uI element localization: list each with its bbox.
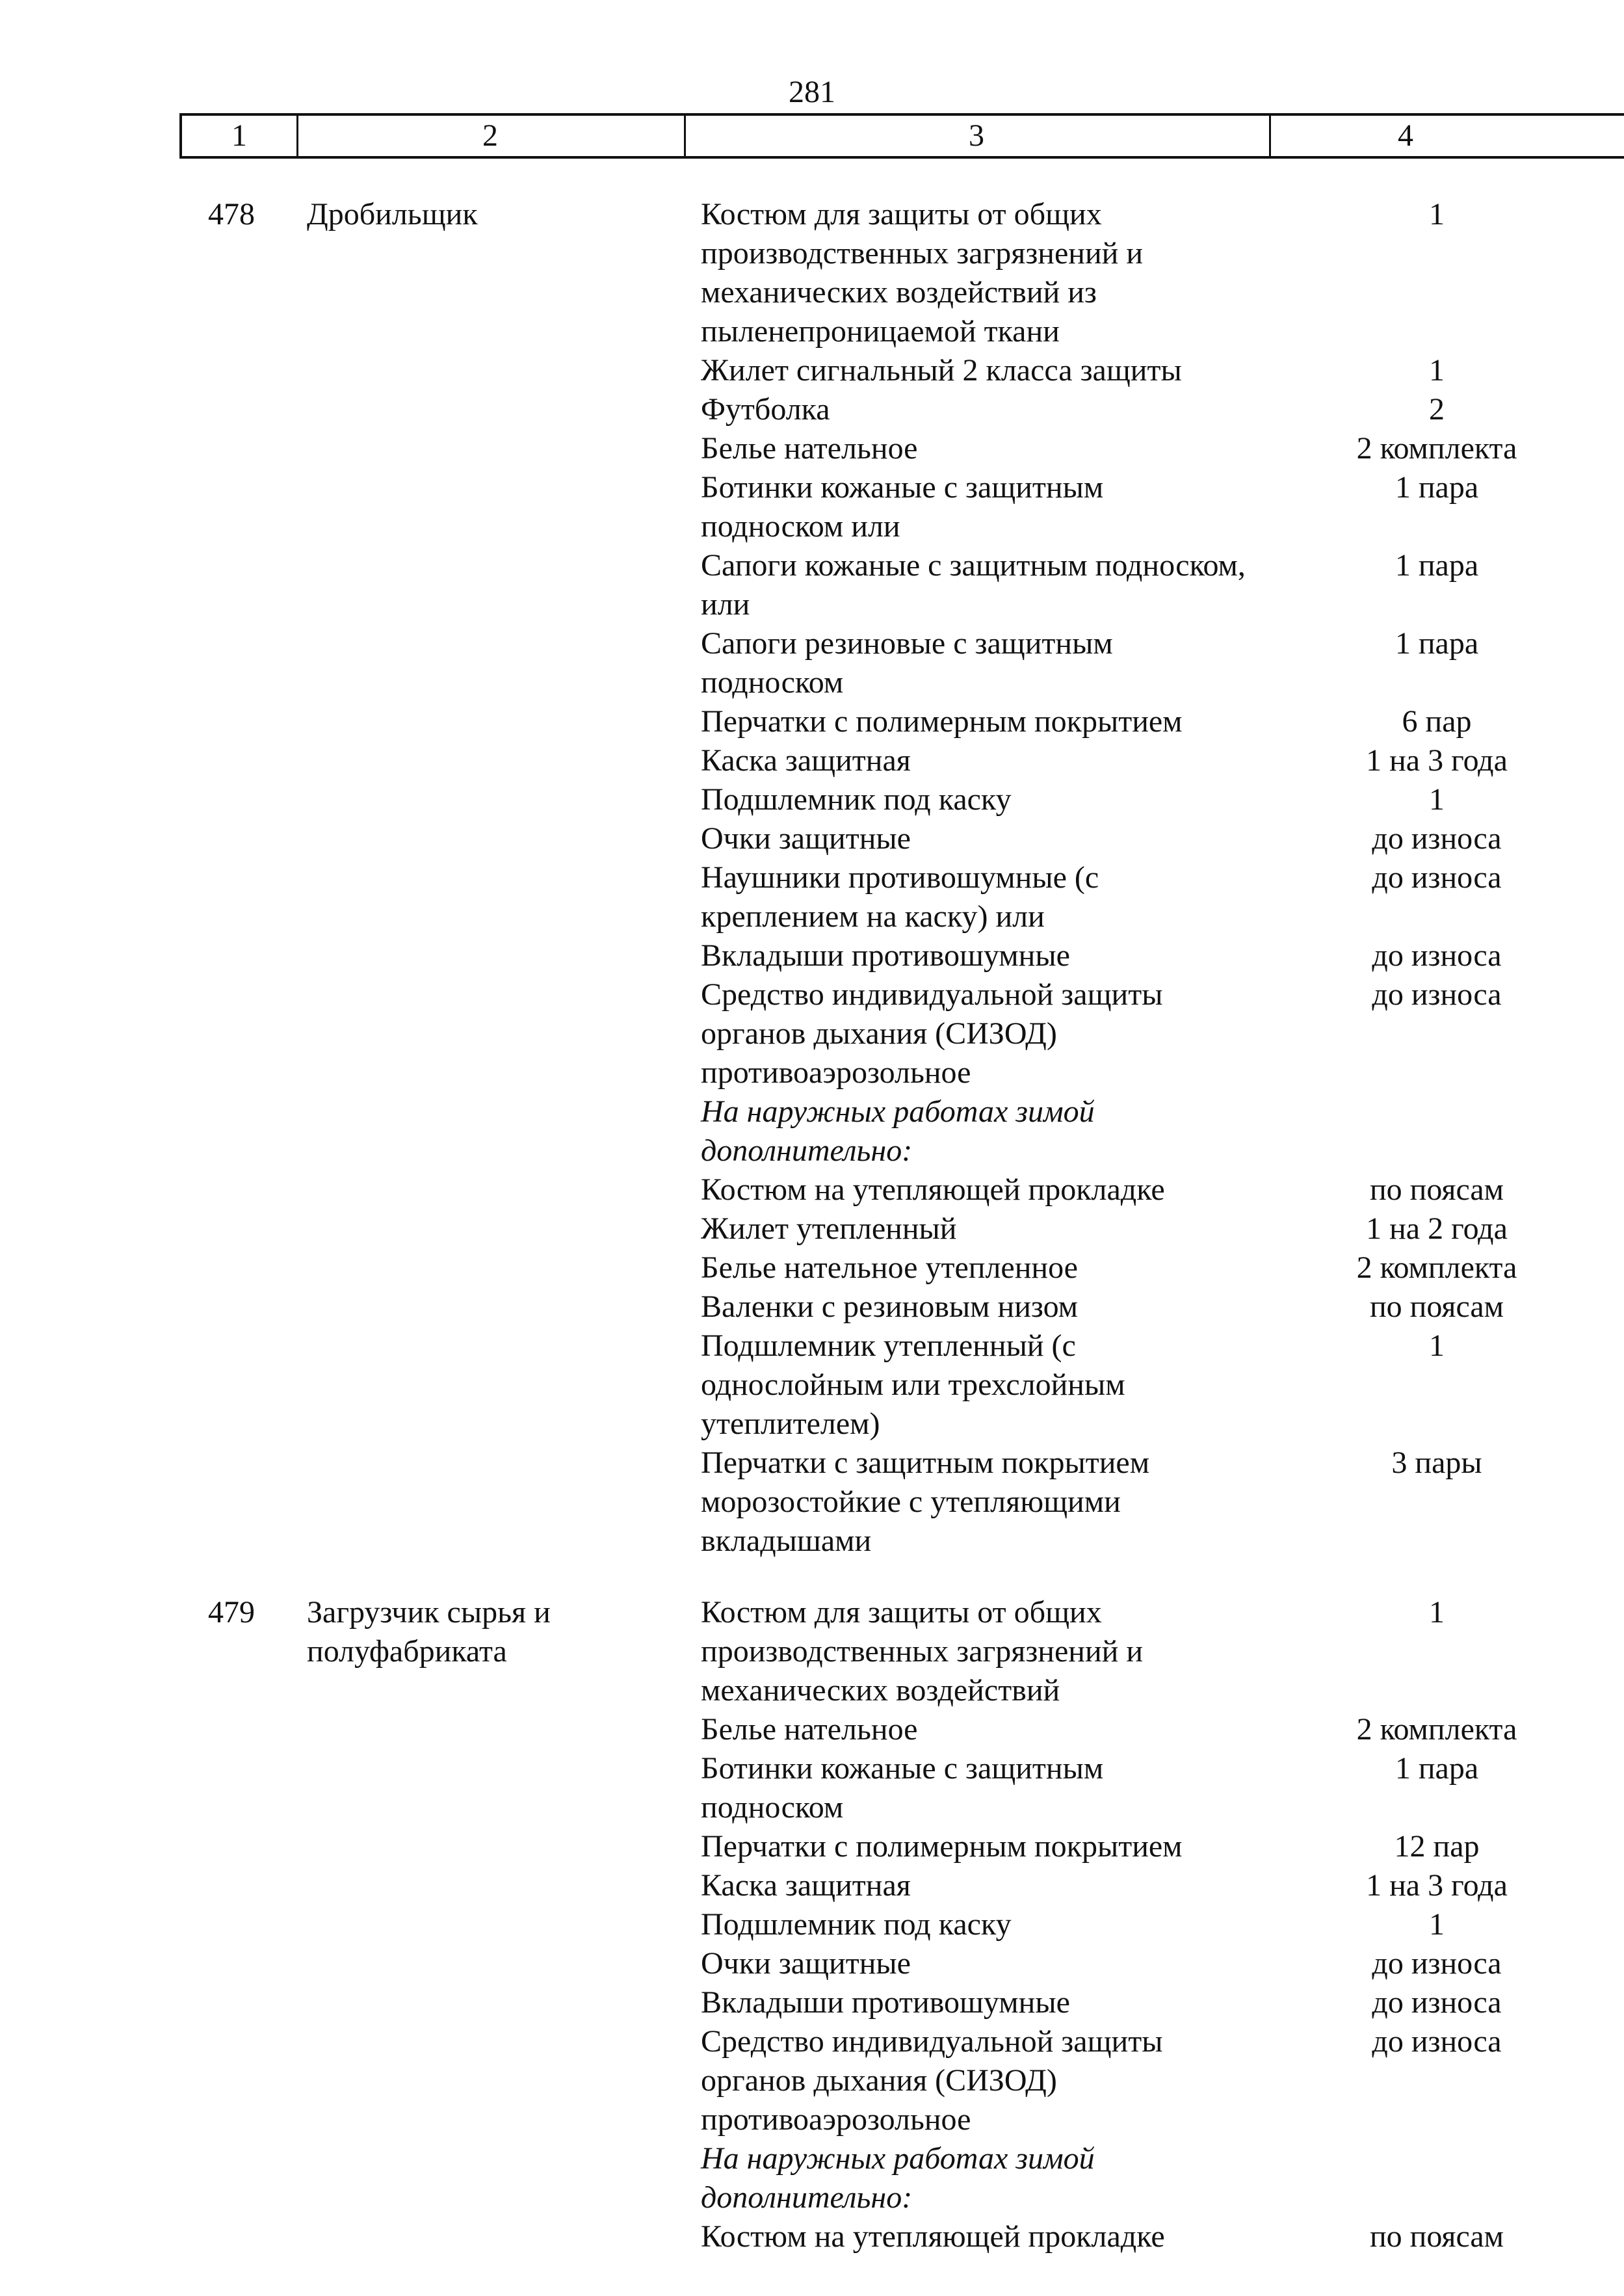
item-norm: 1 <box>1429 197 1445 231</box>
item-norm: 2 комплекта <box>1356 1250 1517 1285</box>
item-norm: 1 пара <box>1395 470 1479 505</box>
item-norm: 1 <box>1429 782 1445 817</box>
item-name: Средство индивидуальной защиты органов дыхания (СИЗОД) противоаэрозольное <box>701 2024 1163 2137</box>
item-name: Сапоги кожаные с защитным подноском, или <box>701 548 1246 622</box>
item-name: Ботинки кожаные с защитным подноском <box>701 1751 1104 1825</box>
item-norm: по поясам <box>1369 2219 1504 2254</box>
item-name: Перчатки с полимерным покрытием <box>701 1829 1183 1864</box>
item-norm: 3 пары <box>1391 1445 1482 1480</box>
item-norm: 1 пара <box>1395 1751 1479 1786</box>
item-norm: 12 пар <box>1394 1829 1480 1864</box>
item-norm: 1 на 2 года <box>1366 1211 1508 1246</box>
item-norm: до износа <box>1372 1946 1502 1981</box>
item-name: Костюм для защиты от общих производственных загрязнений и механических воздействий <box>701 1595 1144 1708</box>
column-header-2: 2 <box>482 118 498 153</box>
item-norm: 1 на 3 года <box>1366 1868 1508 1903</box>
item-name: Белье нательное <box>701 431 918 466</box>
item-name: Каска защитная <box>701 1868 911 1903</box>
item-norm: по поясам <box>1369 1172 1504 1207</box>
item-name: Костюм на утепляющей прокладке <box>701 2219 1165 2254</box>
item-name: Жилет утепленный <box>701 1211 957 1246</box>
item-norm: 2 комплекта <box>1356 431 1517 466</box>
item-norm: 1 <box>1429 353 1445 388</box>
item-name: Очки защитные <box>701 821 911 856</box>
item-name: Костюм на утепляющей прокладке <box>701 1172 1165 1207</box>
item-name: Подшлемник утепленный (с однослойным или трехслойным утеплителем) <box>701 1328 1125 1441</box>
item-name: Наушники противошумные (с креплением на каску) или <box>701 860 1099 934</box>
column-header-3: 3 <box>969 118 984 153</box>
profession-name: Дробильщик <box>307 197 478 231</box>
item-name: Вкладыши противошумные <box>701 1985 1070 2020</box>
item-name: Белье нательное <box>701 1712 918 1747</box>
item-name: Сапоги резиновые с защитным подноском <box>701 626 1113 700</box>
item-norm: 1 пара <box>1395 548 1479 583</box>
item-name: Очки защитные <box>701 1946 911 1981</box>
item-name: Подшлемник под каску <box>701 782 1012 817</box>
item-name: Перчатки с полимерным покрытием <box>701 704 1183 739</box>
column-header-row <box>179 113 1624 159</box>
item-name: Средство индивидуальной защиты органов дыхания (СИЗОД) противоаэрозольное <box>701 977 1163 1090</box>
item-name: Жилет сигнальный 2 класса защиты <box>701 353 1182 388</box>
item-norm: по поясам <box>1369 1289 1504 1324</box>
section-note: На наружных работах зимой дополнительно: <box>701 2141 1095 2215</box>
item-norm: 1 <box>1429 1595 1445 1630</box>
item-norm: 6 пар <box>1402 704 1472 739</box>
item-norm: 1 пара <box>1395 626 1479 661</box>
item-norm: до износа <box>1372 821 1502 856</box>
section-note: На наружных работах зимой дополнительно: <box>701 1094 1095 1168</box>
item-norm: 1 на 3 года <box>1366 743 1508 778</box>
item-name: Валенки с резиновым низом <box>701 1289 1079 1324</box>
item-norm: до износа <box>1372 860 1502 895</box>
item-name: Перчатки с защитным покрытием морозостойкие с утепляющими вкладышами <box>701 1445 1150 1558</box>
item-name: Футболка <box>701 392 830 427</box>
profession-number: 478 <box>208 197 255 231</box>
column-header-1: 1 <box>231 118 247 153</box>
page-number: 281 <box>789 75 835 109</box>
column-header-4: 4 <box>1398 118 1413 153</box>
item-name: Каска защитная <box>701 743 911 778</box>
item-name: Ботинки кожаные с защитным подноском или <box>701 470 1104 544</box>
item-name: Костюм для защиты от общих производственных загрязнений и механических воздействий из пыленепроницаемой ткани <box>701 197 1144 349</box>
item-norm: до износа <box>1372 1985 1502 2020</box>
item-norm: до износа <box>1372 938 1502 973</box>
item-norm: 1 <box>1429 1907 1445 1942</box>
item-name: Вкладыши противошумные <box>701 938 1070 973</box>
profession-name: Загрузчик сырья и полуфабриката <box>307 1595 551 1669</box>
item-norm: 2 комплекта <box>1356 1712 1517 1747</box>
item-norm: 1 <box>1429 1328 1445 1363</box>
item-norm: 2 <box>1429 392 1445 427</box>
item-name: Подшлемник под каску <box>701 1907 1012 1942</box>
profession-number: 479 <box>208 1595 255 1630</box>
item-name: Белье нательное утепленное <box>701 1250 1078 1285</box>
item-norm: до износа <box>1372 977 1502 1012</box>
item-norm: до износа <box>1372 2024 1502 2059</box>
